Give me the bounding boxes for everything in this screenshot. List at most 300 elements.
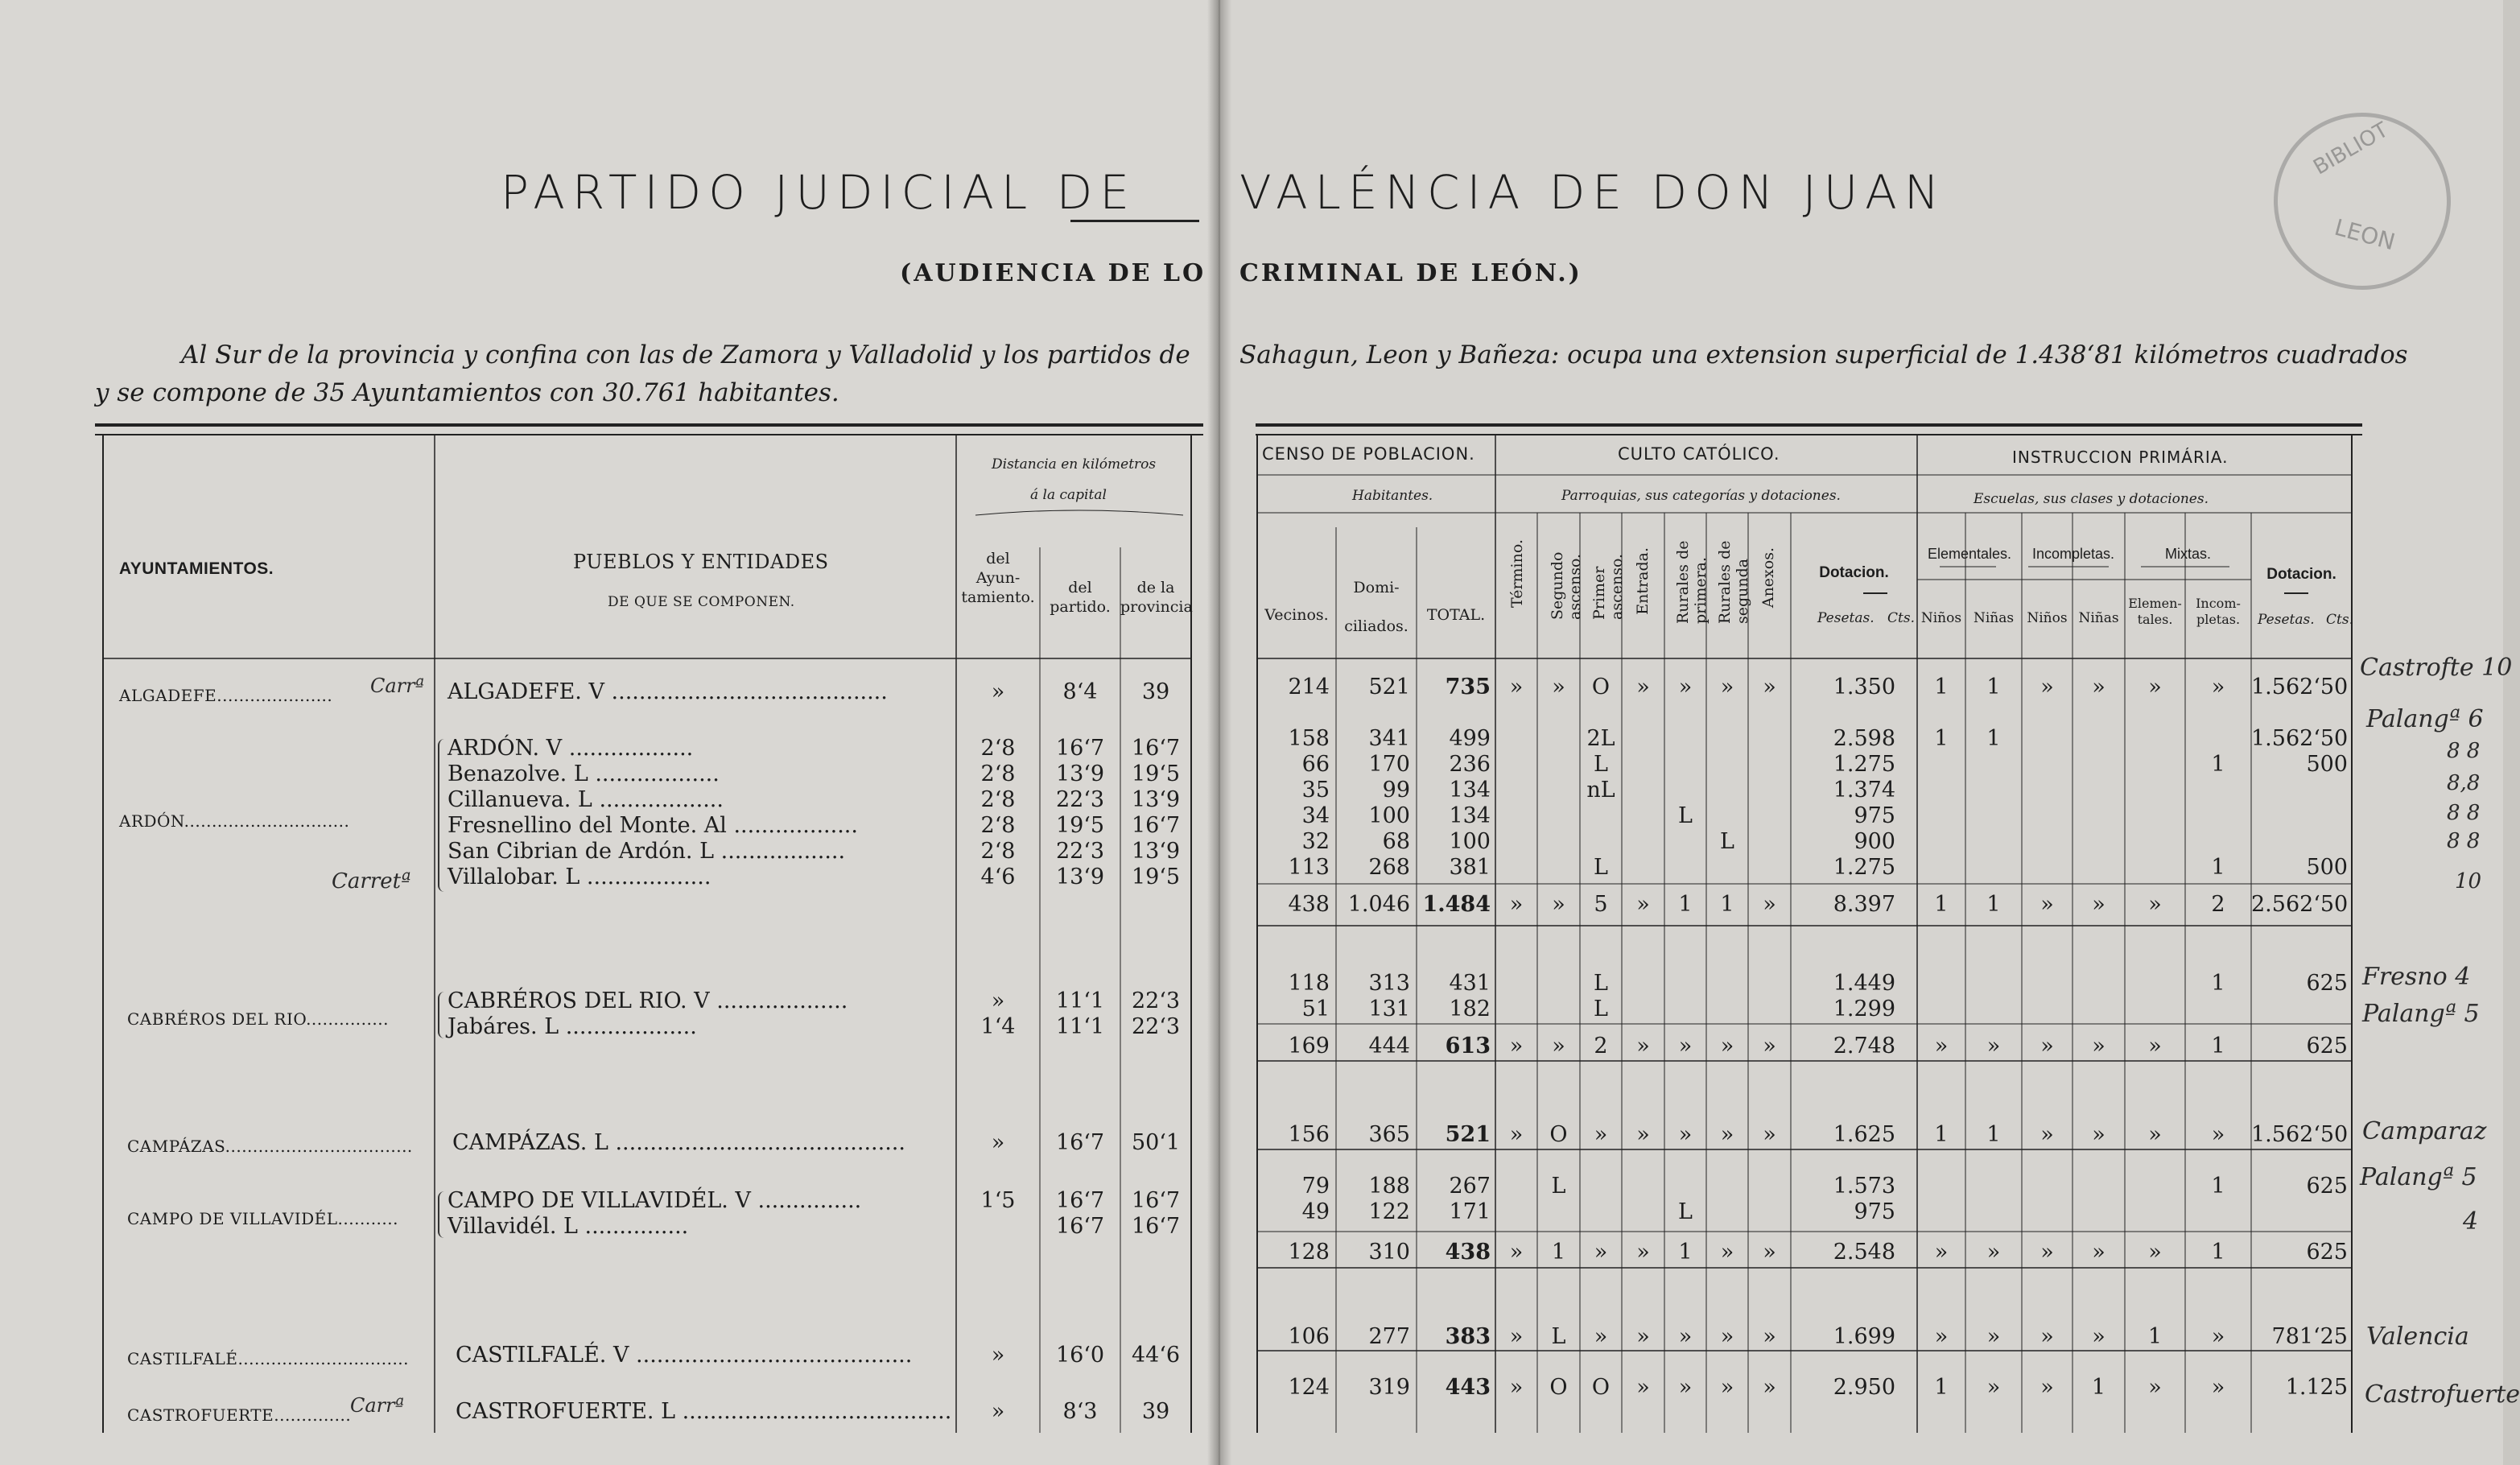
pueblo-ardon-1: Benazolve. L .................. xyxy=(447,761,720,786)
escuela-cell: » xyxy=(1934,1324,1949,1349)
vecinos-cell: 118 xyxy=(1288,971,1330,996)
pueblo-name: San Cibrian de Ardón. L xyxy=(447,839,715,864)
categoria-cell: » xyxy=(1763,892,1776,917)
pueblo-cabreros-1: Jabáres. L ................... xyxy=(447,1014,697,1039)
domiciliados-cell: 131 xyxy=(1368,997,1410,1021)
categoria-cell: » xyxy=(1636,1324,1650,1349)
pueblo-name: Villavidél. L xyxy=(447,1214,578,1239)
escuela-cell: » xyxy=(2211,675,2225,699)
dotacion-cell: 1.573 xyxy=(1833,1174,1895,1199)
pueblo-name: Benazolve. L xyxy=(447,761,588,786)
escuela-cell: » xyxy=(2211,1122,2225,1147)
categoria-cell: L xyxy=(1678,803,1693,828)
total-cell: 134 xyxy=(1449,778,1491,803)
dotacion-cell: 1.350 xyxy=(1833,675,1895,699)
categoria-cell: » xyxy=(1636,892,1650,917)
d3-campo-1: 16‘7 xyxy=(1131,1214,1181,1239)
hdr-ciliados: ciliados. xyxy=(1344,617,1408,635)
hdr-incompletas-mix xyxy=(2185,596,2251,628)
escuela-cell: » xyxy=(1934,1034,1949,1059)
d3-ardon-1: 19‘5 xyxy=(1131,761,1181,786)
hdr-cts: Cts. xyxy=(1887,610,1915,626)
escuela-cell: » xyxy=(2148,1240,2162,1265)
categoria-cell: » xyxy=(1763,1375,1776,1400)
d2-cabreros-0: 11‘1 xyxy=(1055,988,1105,1013)
dotacion-cell: 2.598 xyxy=(1833,726,1895,751)
escuela-cell: 1 xyxy=(1934,1375,1949,1400)
header-parroquias: Parroquias, sus categorías y dotaciones. xyxy=(1561,488,1841,504)
stamp-top-text: BIBLIOT xyxy=(2309,118,2393,180)
dotacion-cell: 900 xyxy=(1854,829,1895,854)
d1-ardon-3: 2‘8 xyxy=(980,813,1016,838)
vecinos-cell: 214 xyxy=(1288,675,1330,699)
dotacion-escuela-cell: 1.562‘50 xyxy=(2251,675,2349,699)
note-algadefe: Carrª xyxy=(370,675,425,697)
domiciliados-cell: 277 xyxy=(1368,1324,1410,1349)
incompletas-cell: 1 xyxy=(2211,752,2225,777)
total-cell: 735 xyxy=(1445,675,1491,699)
pueblo-ardon-0: ARDÓN. V .................. xyxy=(447,736,694,761)
domiciliados-cell: 170 xyxy=(1368,752,1410,777)
header-culto: CULTO CATÓLICO. xyxy=(1618,444,1780,464)
categoria-cell: » xyxy=(1720,675,1734,699)
hdr-domiciliados xyxy=(1336,578,1417,636)
escuela-cell: 2 xyxy=(2211,892,2225,917)
escuela-cell: 1 xyxy=(1934,892,1949,917)
d2-ardon-3: 19‘5 xyxy=(1055,813,1105,838)
d1-ardon-1: 2‘8 xyxy=(980,761,1016,786)
hdr-del: del xyxy=(986,550,1010,567)
categoria-cell: 5 xyxy=(1594,892,1608,917)
d1-campazas: » xyxy=(991,1130,1005,1155)
pueblo-name: Cillanueva. L xyxy=(447,787,592,812)
dotacion-escuela-cell: 625 xyxy=(2306,971,2348,996)
escuela-cell: » xyxy=(2211,1324,2225,1349)
margin-note-5: 8 8 xyxy=(2447,801,2481,825)
escuela-cell: 1 xyxy=(2147,1324,2163,1349)
domiciliados-cell: 313 xyxy=(1368,971,1410,996)
margin-note-2: Palangª 6 xyxy=(2366,705,2484,733)
escuela-cell: » xyxy=(2148,892,2162,917)
categoria-cell: 1 xyxy=(1678,1240,1693,1265)
total-cell: 236 xyxy=(1449,752,1491,777)
escuela-cell: » xyxy=(2092,1122,2105,1147)
header-de-la-provincia xyxy=(1120,578,1191,617)
d2-ardon-1: 13‘9 xyxy=(1055,761,1105,786)
hdr-cts-2: Cts. xyxy=(2326,612,2353,628)
escuela-cell: » xyxy=(2092,1240,2105,1265)
domiciliados-cell: 341 xyxy=(1368,726,1410,751)
ninos-cell: 1 xyxy=(1934,726,1949,751)
hdr-ninas-1: Niñas xyxy=(1973,610,2015,626)
hdr-tamiento: tamiento. xyxy=(961,588,1035,606)
pueblo-castilfale: CASTILFALÉ. V ........................................ xyxy=(456,1343,913,1368)
categoria-cell: » xyxy=(1636,1240,1650,1265)
categoria-cell: » xyxy=(1552,675,1565,699)
dotacion-escuela-cell: 1.562‘50 xyxy=(2251,1122,2349,1147)
escuela-cell: 1 xyxy=(1934,675,1949,699)
escuela-cell: 1 xyxy=(1986,1122,2001,1147)
categoria-cell: » xyxy=(1763,1034,1776,1059)
dotacion-cell: 1.275 xyxy=(1833,855,1895,880)
pueblo-name: CABRÉROS DEL RIO. V xyxy=(447,988,710,1013)
hdr-pesetas-2: Pesetas. xyxy=(2258,612,2315,628)
total-cell: 521 xyxy=(1445,1122,1491,1147)
vecinos-cell: 128 xyxy=(1288,1240,1330,1265)
total-cell: 182 xyxy=(1449,997,1491,1021)
domiciliados-cell: 1.046 xyxy=(1347,892,1410,917)
escuela-cell: » xyxy=(1986,1375,2001,1400)
categoria-cell: » xyxy=(1678,1324,1693,1349)
categoria-cell: » xyxy=(1720,1034,1734,1059)
categoria-cell: » xyxy=(1678,1122,1693,1147)
escuela-cell: » xyxy=(1986,1034,2001,1059)
escuela-cell: » xyxy=(1934,1240,1949,1265)
d1-ardon-0: 2‘8 xyxy=(980,736,1016,761)
total-cell: 171 xyxy=(1449,1199,1491,1224)
subtitle-right: CRIMINAL DE LEÓN.) xyxy=(1239,259,1582,287)
categoria-cell: L xyxy=(1678,1199,1693,1224)
d1-algadefe: » xyxy=(991,679,1005,704)
d3-castilfale: 44‘6 xyxy=(1131,1343,1181,1368)
dotacion-escuela-cell: 625 xyxy=(2306,1240,2348,1265)
header-distancia: Distancia en kilómetros xyxy=(992,456,1157,473)
categoria-cell: O xyxy=(1591,675,1611,699)
pueblo-ardon-3: Fresnellino del Monte. Al .................. xyxy=(447,813,858,838)
hdr-ayun: Ayun- xyxy=(975,569,1021,587)
d2-campo-0: 16‘7 xyxy=(1055,1188,1105,1213)
categoria-cell: » xyxy=(1509,1122,1524,1147)
intro-line2: y se compone de 35 Ayuntamientos con 30.761 habitantes. xyxy=(95,378,839,407)
escuela-cell: » xyxy=(2148,1034,2162,1059)
hdr-domi: Domi- xyxy=(1353,579,1400,596)
hdr-anexos: Anexos. xyxy=(1759,547,1777,609)
categoria-cell: » xyxy=(1720,1240,1734,1265)
categoria-cell: » xyxy=(1763,1122,1776,1147)
escuela-cell: 1 xyxy=(1934,1122,1949,1147)
categoria-cell: » xyxy=(1636,1122,1650,1147)
categoria-cell: » xyxy=(1678,675,1693,699)
dotacion-cell: 1.374 xyxy=(1833,778,1895,803)
ninas-cell: 1 xyxy=(1986,726,2001,751)
escuela-cell: » xyxy=(2148,1375,2162,1400)
d1-ardon-2: 2‘8 xyxy=(980,787,1016,812)
domiciliados-cell: 68 xyxy=(1382,829,1410,854)
header-pueblos-sub: DE QUE SE COMPONEN. xyxy=(608,594,795,610)
hdr-dotacion-2: Dotacion. xyxy=(2266,566,2336,583)
total-cell: 613 xyxy=(1445,1034,1491,1059)
hdr-segundo: Segundo ascenso. xyxy=(1549,551,1584,620)
dotacion-cell: 2.748 xyxy=(1833,1034,1895,1059)
pueblo-name: CAMPO DE VILLAVIDÉL. V xyxy=(447,1188,751,1213)
hdr-vecinos: Vecinos. xyxy=(1264,606,1329,624)
d2-algadefe: 8‘4 xyxy=(1062,679,1098,704)
hdr-pletas: pletas. xyxy=(2196,612,2241,627)
ayto-campazas: CAMPÁZAS.................................. xyxy=(127,1137,413,1156)
escuela-cell: » xyxy=(2092,675,2105,699)
d2-ardon-0: 16‘7 xyxy=(1055,736,1105,761)
escuela-cell: » xyxy=(2040,1122,2054,1147)
ayto-castrofuerte: CASTROFUERTE.............. xyxy=(127,1405,352,1425)
pueblo-cabreros-0: CABRÉROS DEL RIO. V ................... xyxy=(447,988,848,1013)
hdr-termino: Término. xyxy=(1508,539,1526,608)
dotacion-cell: 8.397 xyxy=(1833,892,1895,917)
hdr-de-la: de la xyxy=(1136,579,1175,596)
domiciliados-cell: 444 xyxy=(1368,1034,1410,1059)
d1-ardon-5: 4‘6 xyxy=(980,865,1016,889)
categoria-cell: » xyxy=(1763,675,1776,699)
total-cell: 267 xyxy=(1449,1174,1491,1199)
dotacion-cell: 1.299 xyxy=(1833,997,1895,1021)
categoria-cell: » xyxy=(1552,892,1565,917)
vecinos-cell: 124 xyxy=(1288,1375,1330,1400)
categoria-cell: » xyxy=(1594,1240,1608,1265)
d2-campazas: 16‘7 xyxy=(1055,1130,1105,1155)
categoria-cell: O xyxy=(1549,1122,1568,1147)
d1-cabreros-0: » xyxy=(991,988,1005,1013)
dotacion-escuela-cell: 781‘25 xyxy=(2271,1324,2348,1349)
hdr-pesetas: Pesetas. xyxy=(1817,610,1875,626)
d2-castrofuerte: 8‘3 xyxy=(1062,1399,1098,1424)
hdr-ninos-2: Niños xyxy=(2027,610,2068,626)
vecinos-cell: 32 xyxy=(1301,829,1330,854)
vecinos-cell: 79 xyxy=(1301,1174,1330,1199)
hdr-primer: Primer ascenso. xyxy=(1590,553,1626,620)
ayto-castilfale: CASTILFALÉ............................... xyxy=(127,1349,410,1368)
categoria-cell: » xyxy=(1720,1375,1734,1400)
dotacion-escuela-cell: 2.562‘50 xyxy=(2251,892,2349,917)
dotacion-cell: 2.950 xyxy=(1833,1375,1895,1400)
domiciliados-cell: 99 xyxy=(1382,778,1410,803)
categoria-cell: 2L xyxy=(1586,726,1615,751)
header-ayuntamientos: AYUNTAMIENTOS. xyxy=(119,559,274,578)
escuela-cell: » xyxy=(1986,1240,2001,1265)
categoria-cell: » xyxy=(1678,1375,1693,1400)
margin-note-12: 4 xyxy=(2463,1207,2479,1236)
vecinos-cell: 66 xyxy=(1301,752,1330,777)
escuela-cell: 1 xyxy=(2091,1375,2106,1400)
d2-ardon-4: 22‘3 xyxy=(1055,839,1105,864)
escuela-cell: » xyxy=(2092,892,2105,917)
escuela-cell: » xyxy=(2092,1034,2105,1059)
d3-ardon-5: 19‘5 xyxy=(1131,865,1181,889)
categoria-cell: L xyxy=(1594,752,1608,777)
hdr-elemen: Elemen- xyxy=(2128,596,2182,611)
pueblo-algadefe: ALGADEFE. V ........................................ xyxy=(447,679,888,704)
categoria-cell: » xyxy=(1509,1375,1524,1400)
total-cell: 134 xyxy=(1449,803,1491,828)
incompletas-cell: 1 xyxy=(2211,855,2225,880)
d2-ardon-2: 22‘3 xyxy=(1055,787,1105,812)
categoria-cell: L xyxy=(1551,1174,1566,1199)
dotacion-escuela-cell: 500 xyxy=(2306,752,2348,777)
escuela-cell: 1 xyxy=(1986,892,2001,917)
hdr-rurales-primera: Rurales de primera. xyxy=(1674,540,1710,624)
pueblo-ardon-5: Villalobar. L .................. xyxy=(447,865,711,889)
domiciliados-cell: 310 xyxy=(1368,1240,1410,1265)
hdr-partido: partido. xyxy=(1050,598,1111,616)
dotacion-cell: 2.548 xyxy=(1833,1240,1895,1265)
categoria-cell: » xyxy=(1636,1375,1650,1400)
pueblo-campo-0: CAMPO DE VILLAVIDÉL. V ............... xyxy=(447,1188,862,1213)
d3-ardon-4: 13‘9 xyxy=(1131,839,1181,864)
dotacion-escuela-cell: 1.562‘50 xyxy=(2251,726,2349,751)
margin-note-6: 8 8 xyxy=(2447,829,2481,853)
d3-algadefe: 39 xyxy=(1141,679,1170,704)
vecinos-cell: 49 xyxy=(1301,1199,1330,1224)
categoria-cell: 1 xyxy=(1678,892,1693,917)
d3-campazas: 50‘1 xyxy=(1131,1130,1181,1155)
dotacion-cell: 1.625 xyxy=(1833,1122,1895,1147)
escuela-cell: » xyxy=(2040,1240,2054,1265)
margin-note-9: Palangª 5 xyxy=(2362,1000,2480,1028)
header-habitantes: Habitantes. xyxy=(1352,488,1433,504)
total-cell: 443 xyxy=(1445,1375,1491,1400)
categoria-cell: » xyxy=(1678,1034,1693,1059)
categoria-cell: » xyxy=(1594,1324,1608,1349)
hdr-ninos-1: Niños xyxy=(1920,610,1962,626)
categoria-cell: » xyxy=(1509,892,1524,917)
escuela-cell: » xyxy=(2040,1324,2054,1349)
categoria-cell: nL xyxy=(1586,778,1615,803)
hdr-ninas-2: Niñas xyxy=(2078,610,2119,626)
dotacion-cell: 975 xyxy=(1854,803,1895,828)
hdr-total: TOTAL. xyxy=(1426,606,1486,624)
note-ardon: Carretª xyxy=(332,869,411,893)
margin-note-1: Castrofte 10 xyxy=(2360,654,2513,682)
domiciliados-cell: 319 xyxy=(1368,1375,1410,1400)
ayto-cabreros-name: CABRÉROS DEL RIO xyxy=(127,1009,307,1029)
escuela-cell: » xyxy=(2148,675,2162,699)
margin-note-11: Palangª 5 xyxy=(2360,1163,2477,1191)
dotacion-escuela-cell: 1.125 xyxy=(2285,1375,2348,1400)
escuela-cell: » xyxy=(2148,1122,2162,1147)
categoria-cell: » xyxy=(1763,1240,1776,1265)
pueblo-ardon-2: Cillanueva. L .................. xyxy=(447,787,724,812)
d3-campo-0: 16‘7 xyxy=(1131,1188,1181,1213)
ayto-campo-name: CAMPO DE VILLAVIDÉL xyxy=(127,1209,338,1228)
hdr-elementales: Elementales. xyxy=(1927,546,2012,562)
ayto-ardon: ARDÓN.............................. xyxy=(119,811,350,831)
vecinos-cell: 34 xyxy=(1301,803,1330,828)
escuela-cell: » xyxy=(2040,1375,2054,1400)
dotacion-cell: 975 xyxy=(1854,1199,1895,1224)
pueblo-castilfale-name: CASTILFALÉ. V xyxy=(456,1343,629,1368)
categoria-cell: » xyxy=(1509,1034,1524,1059)
header-distancia-sub: á la capital xyxy=(1030,487,1107,503)
margin-note-3: 8 8 xyxy=(2447,739,2481,763)
ayto-castilfale-name: CASTILFALÉ xyxy=(127,1349,238,1368)
brace-ardon xyxy=(438,739,447,892)
total-cell: 100 xyxy=(1449,829,1491,854)
d2-cabreros-1: 11‘1 xyxy=(1055,1014,1105,1039)
d1-campo-0: 1‘5 xyxy=(980,1188,1016,1213)
ayto-ardon-name: ARDÓN xyxy=(119,811,184,831)
d3-ardon-3: 16‘7 xyxy=(1131,813,1181,838)
pueblo-algadefe-name: ALGADEFE. V xyxy=(447,679,604,704)
dotacion-escuela-cell: 625 xyxy=(2306,1174,2348,1199)
domiciliados-cell: 100 xyxy=(1368,803,1410,828)
dotacion-cell: 1.275 xyxy=(1833,752,1895,777)
title-left: PARTIDO JUDICIAL DE xyxy=(501,165,1136,220)
pueblo-name: ARDÓN. V xyxy=(447,736,563,761)
margin-note-7: 10 xyxy=(2455,869,2482,893)
margin-note-14: Castrofuerte xyxy=(2365,1380,2520,1409)
margin-note-8: Fresno 4 xyxy=(2362,963,2471,991)
categoria-cell: L xyxy=(1720,829,1734,854)
categoria-cell: » xyxy=(1636,675,1650,699)
incompletas-cell: 1 xyxy=(2211,971,2225,996)
hdr-incom: Incom- xyxy=(2196,596,2241,611)
brace-cabreros xyxy=(438,992,447,1038)
d1-castrofuerte: » xyxy=(991,1399,1005,1424)
ayto-algadefe-name: ALGADEFE xyxy=(119,686,217,705)
header-pueblos: PUEBLOS Y ENTIDADES xyxy=(573,551,829,573)
hdr-entrada: Entrada. xyxy=(1634,547,1652,615)
total-cell: 1.484 xyxy=(1422,892,1491,917)
title-right: VALÉNCIA DE DON JUAN xyxy=(1239,165,1947,220)
header-instruccion: INSTRUCCION PRIMÁRIA. xyxy=(2012,448,2229,467)
hdr-incompletas: Incompletas. xyxy=(2031,546,2115,562)
categoria-cell: » xyxy=(1720,1122,1734,1147)
ayto-campo: CAMPO DE VILLAVIDÉL........... xyxy=(127,1209,398,1228)
pueblo-name: Fresnellino del Monte. Al xyxy=(447,813,727,838)
ayto-campazas-name: CAMPÁZAS xyxy=(127,1137,225,1156)
header-censo: CENSO DE POBLACION. xyxy=(1262,444,1475,464)
hdr-provincia: provincia xyxy=(1120,598,1193,616)
total-cell: 438 xyxy=(1445,1240,1491,1265)
pueblo-name: Villalobar. L xyxy=(447,865,580,889)
escuela-cell: 1 xyxy=(1986,675,2001,699)
d3-cabreros-1: 22‘3 xyxy=(1131,1014,1181,1039)
d2-castilfale: 16‘0 xyxy=(1055,1343,1105,1368)
domiciliados-cell: 268 xyxy=(1368,855,1410,880)
incompletas-cell: 1 xyxy=(2211,1174,2225,1199)
categoria-cell: 1 xyxy=(1720,892,1734,917)
categoria-cell: » xyxy=(1509,675,1524,699)
intro-line1-right: Sahagun, Leon y Bañeza: ocupa una extension superficial de 1.438‘81 kilómetros cuadrados xyxy=(1239,340,2408,369)
dotacion-escuela-cell: 500 xyxy=(2306,855,2348,880)
intro-line1-left: Al Sur de la provincia y confina con las de Zamora y Valladolid y los partidos de xyxy=(181,340,1190,369)
categoria-cell: L xyxy=(1594,997,1608,1021)
categoria-cell: » xyxy=(1763,1324,1776,1349)
d1-ardon-4: 2‘8 xyxy=(980,839,1016,864)
categoria-cell: O xyxy=(1591,1375,1611,1400)
escuela-cell: » xyxy=(2040,892,2054,917)
pueblo-campazas: CAMPÁZAS. L .......................................... xyxy=(452,1130,905,1155)
d3-cabreros-0: 22‘3 xyxy=(1131,988,1181,1013)
d1-cabreros-1: 1‘4 xyxy=(980,1014,1016,1039)
categoria-cell: L xyxy=(1594,855,1608,880)
categoria-cell: » xyxy=(1636,1034,1650,1059)
hdr-rurales-segunda: Rurales de segunda xyxy=(1716,540,1751,624)
pueblo-campo-1: Villavidél. L ............... xyxy=(447,1214,689,1239)
dotacion-escuela-cell: 625 xyxy=(2306,1034,2348,1059)
header-escuelas: Escuelas, sus clases y dotaciones. xyxy=(1974,491,2209,507)
total-cell: 381 xyxy=(1449,855,1491,880)
domiciliados-cell: 365 xyxy=(1368,1122,1410,1147)
vecinos-cell: 113 xyxy=(1288,855,1330,880)
escuela-cell: » xyxy=(2040,1034,2054,1059)
categoria-cell: O xyxy=(1549,1375,1568,1400)
hdr-mixtas: Mixtas. xyxy=(2164,546,2211,562)
vecinos-cell: 158 xyxy=(1288,726,1330,751)
categoria-cell: L xyxy=(1594,971,1608,996)
vecinos-cell: 51 xyxy=(1301,997,1330,1021)
ayto-castrofuerte-name: CASTROFUERTE xyxy=(127,1405,274,1425)
hdr-elementales-mix xyxy=(2125,596,2185,628)
ayto-algadefe: ALGADEFE..................... xyxy=(119,686,333,705)
